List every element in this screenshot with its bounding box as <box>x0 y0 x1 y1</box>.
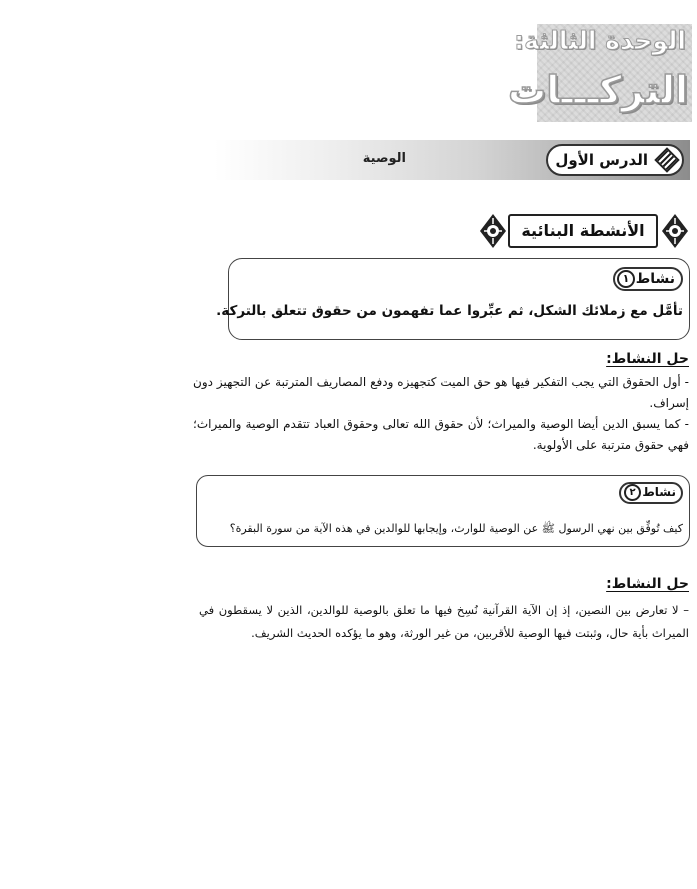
lesson-banner <box>214 140 690 180</box>
unit-title: الوحدة الثالثة: <box>514 26 686 55</box>
lesson-topic: الوصية <box>362 151 406 166</box>
lesson-tab <box>546 144 684 176</box>
activities-heading <box>478 202 690 262</box>
solution-2-text: – لا تعارض بين النصين، إذ إن الآية القرآنية نُسِخ فيها ما تعلق بالوصية للوالدين، الذين لا يسقطون في الميراث بأية حال، وثبتت فيها الوصية للأقربين، من غير الورثة، وهو ما يؤكده الحديث الشريف. <box>199 603 689 640</box>
right-ornament-icon <box>660 212 690 250</box>
solution-1-item: - كما يسبق الدين أيضا الوصية والميراث؛ لأن حقوق الله تعالى وحقوق العباد تتقدم الوصية والميراث؛ فهي حقوق مترتبة على الأولوية. <box>193 417 689 452</box>
activity-1-box <box>216 258 690 340</box>
lesson-label: الدرس الأول <box>555 151 648 169</box>
solution-1-item: - أول الحقوق التي يجب التفكير فيها هو حق الميت كتجهيزه ودفع المصاريف المترتبة عن التجهيز دون إسراف. <box>193 375 689 410</box>
left-ornament-icon <box>478 212 508 250</box>
activity-1-prompt: تأمَّل مع زملائك الشكل، ثم عبِّروا عما تفهمون من حقوق تتعلق بالتركة. <box>216 303 683 319</box>
unit-title-box <box>508 24 692 122</box>
solution-2-title: حل النشاط: <box>606 576 689 592</box>
activity-2-prompt: كيف تُوفِّق بين نهي الرسول ﷺ عن الوصية للوارث، وإيجابها للوالدين في هذه الآية من سورة البقرة؟ <box>229 522 683 535</box>
activity-2-label: نشاط <box>642 485 676 499</box>
solution-1-title: حل النشاط: <box>606 351 689 367</box>
activity-2-number: ٢ <box>624 484 641 501</box>
unit-subject-title: التركـــات <box>508 68 688 112</box>
activities-heading-frame <box>508 214 658 248</box>
ornament-icon <box>654 147 679 172</box>
activity-2-box <box>196 475 690 547</box>
solution-1-list <box>193 372 689 456</box>
activity-1-badge <box>613 267 683 291</box>
activity-1-number: ١ <box>617 270 635 288</box>
activity-1-label: نشاط <box>635 271 675 287</box>
activities-heading-text: الأنشطة البنائية <box>521 221 645 240</box>
activity-2-badge <box>619 482 683 504</box>
